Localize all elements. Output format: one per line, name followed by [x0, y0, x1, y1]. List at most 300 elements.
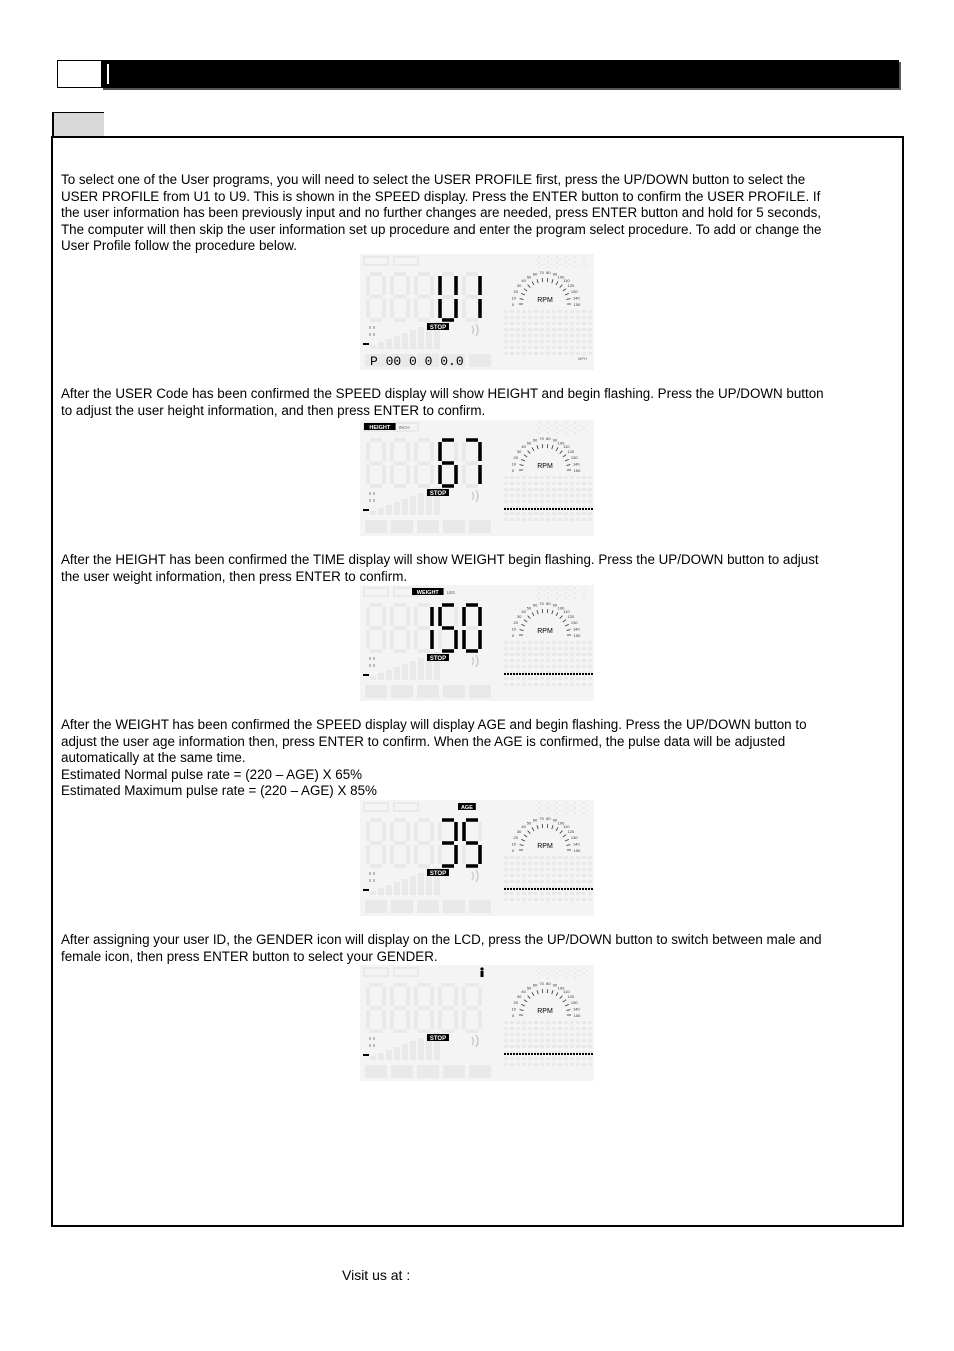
- lcd-grid-cell: [558, 683, 562, 686]
- lcd-grid-cell: [504, 488, 508, 491]
- dial-tick-label: 130: [570, 288, 578, 294]
- lcd-grid-cell: [582, 641, 586, 644]
- dial-tick-label: 90: [552, 602, 558, 608]
- lcd-dash: [558, 1053, 560, 1055]
- dial-tick-label: 140: [572, 1006, 580, 1012]
- lcd-dash: [591, 888, 593, 890]
- lcd-grid-cell: [528, 665, 532, 668]
- lcd-dash: [582, 888, 584, 890]
- lcd-grid-cell: [570, 346, 574, 349]
- lcd-grid-cell: [546, 892, 550, 895]
- lcd-ghost-field: [391, 1065, 413, 1078]
- lcd-grid-cell: [504, 1021, 508, 1024]
- dial-tick-label: 150: [573, 633, 581, 638]
- lcd-grid-cell: [546, 1033, 550, 1036]
- lcd-grid-cell: [570, 683, 574, 686]
- lcd-grid-cell: [522, 1033, 526, 1036]
- lcd-grid-cell: [504, 856, 508, 859]
- lcd-dash: [525, 888, 527, 890]
- lcd-grid-cell: [570, 322, 574, 325]
- lcd-grid-cell: [552, 647, 556, 650]
- lcd-grid-cell: [504, 512, 508, 515]
- lcd-dash: [516, 508, 518, 510]
- lcd-grid-cell: [534, 856, 538, 859]
- lcd-grid-cell: [534, 328, 538, 331]
- lcd-grid-cell: [558, 874, 562, 877]
- lcd-grid-cell: [570, 340, 574, 343]
- lcd-grid-cell: [558, 334, 562, 337]
- lcd-grid-cell: [582, 512, 586, 515]
- lcd-dash: [516, 673, 518, 675]
- lcd-grid-cell: [540, 647, 544, 650]
- lcd-grid-cell: [564, 880, 568, 883]
- lcd-grid-cell: [570, 488, 574, 491]
- lcd-grid-cell: [540, 892, 544, 895]
- lcd-ghost-field: [365, 900, 387, 913]
- lcd-grid-cell: [534, 340, 538, 343]
- lcd-dash: [546, 888, 548, 890]
- lcd-grid-cell: [522, 647, 526, 650]
- lcd-grid-cell: [540, 683, 544, 686]
- lcd-grid-cell: [558, 352, 562, 355]
- lcd-level-bar: [394, 1047, 400, 1060]
- lcd-grid-cell: [528, 352, 532, 355]
- lcd-grid-cell: [510, 677, 514, 680]
- dial-tick-label: 140: [572, 461, 580, 467]
- lcd-dash: [561, 1053, 563, 1055]
- lcd-grid-cell: [582, 334, 586, 337]
- lcd-ghost-field: [469, 520, 491, 533]
- lcd-grid-cell: [564, 310, 568, 313]
- lcd-grid-cell: [570, 500, 574, 503]
- lcd-dash: [549, 508, 551, 510]
- lcd-grid-cell: [564, 856, 568, 859]
- lcd-grid-cell: [576, 1027, 580, 1030]
- lcd-grid-cell: [510, 862, 514, 865]
- lcd-level-bar: [378, 508, 384, 515]
- lcd-grid-cell: [510, 316, 514, 319]
- lcd-grid-cell: [582, 322, 586, 325]
- lcd-ghost-field: [443, 1065, 465, 1078]
- header-left-box: [57, 60, 103, 88]
- lcd-grid-cell: [534, 665, 538, 668]
- lcd-grid-cell: [504, 316, 508, 319]
- dial-tick-label: 150: [573, 1013, 581, 1018]
- lcd-grid-cell: [516, 880, 520, 883]
- lcd-dash: [513, 1053, 515, 1055]
- lcd-grid-cell: [546, 310, 550, 313]
- lcd-grid-cell: [576, 880, 580, 883]
- lcd-grid-cell: [504, 1045, 508, 1048]
- lcd-grid-cell: [588, 1057, 592, 1060]
- lcd-grid-cell: [522, 482, 526, 485]
- lcd-grid-cell: [558, 512, 562, 515]
- lcd-level-bar: [386, 1050, 392, 1060]
- dial-tick-label: 30: [516, 449, 522, 455]
- lcd-dash: [558, 508, 560, 510]
- lcd-grid-cell: [552, 892, 556, 895]
- lcd-grid-cell: [576, 856, 580, 859]
- dial-tick-label: 50: [526, 985, 532, 991]
- lcd-level-bar: [370, 511, 376, 515]
- lcd-level-bar: [370, 1056, 376, 1060]
- lcd-grid-cell: [558, 346, 562, 349]
- lcd-grid-cell: [504, 340, 508, 343]
- lcd-grid-cell: [582, 328, 586, 331]
- lcd-grid-cell: [558, 856, 562, 859]
- lcd-grid-cell: [534, 1027, 538, 1030]
- gender-body: [481, 971, 484, 977]
- lcd-grid-cell: [570, 494, 574, 497]
- lcd-grid-cell: [510, 1063, 514, 1066]
- lcd-grid-cell: [516, 641, 520, 644]
- lcd-grid-cell: [582, 1033, 586, 1036]
- lcd-grid-cell: [588, 647, 592, 650]
- lcd-dash: [585, 888, 587, 890]
- lcd-dash: [549, 1053, 551, 1055]
- lcd-grid-cell: [588, 683, 592, 686]
- lcd-dash: [531, 508, 533, 510]
- lcd-grid-cell: [558, 880, 562, 883]
- lcd-dash: [564, 673, 566, 675]
- lcd-dash: [540, 508, 542, 510]
- dial-tick-label: 0: [511, 1013, 515, 1018]
- lcd-grid-cell: [534, 659, 538, 662]
- lcd-dash: [567, 508, 569, 510]
- lcd-grid-cell: [510, 340, 514, 343]
- lcd-grid-cell: [546, 1021, 550, 1024]
- lcd-grid-cell: [540, 476, 544, 479]
- lcd-grid-cell: [522, 1027, 526, 1030]
- lcd-grid-cell: [570, 352, 574, 355]
- lcd-grid-cell: [570, 1045, 574, 1048]
- dial-tick-label: 120: [567, 994, 575, 1000]
- dial-tick-label: 70: [539, 601, 544, 607]
- lcd-grid-cell: [540, 482, 544, 485]
- lcd-grid-cell: [534, 352, 538, 355]
- lcd-level-bar: [410, 876, 416, 895]
- lcd-grid-cell: [516, 482, 520, 485]
- lcd-dash: [525, 673, 527, 675]
- lcd-grid-cell: [540, 328, 544, 331]
- lcd-dash: [564, 1053, 566, 1055]
- lcd-grid-cell: [522, 856, 526, 859]
- lcd-dash: [519, 673, 521, 675]
- intro-paragraph: To select one of the User programs, you will need to select the USER PROFILE first, press the UP/DOWN button to select the USER PROFILE from U1 to U9. This is shown in the SPEED display. Press the ENTER button to confirm the USER PROFILE. If the user information has been previously input and no further changes are needed, press ENTER button and hold for 5 seconds, The computer will then skip the user information set up procedure and enter the program select procedure. To add or change the User Profile follow the procedure below.: [61, 172, 822, 254]
- lcd-grid-cell: [540, 856, 544, 859]
- lcd-grid-cell: [588, 665, 592, 668]
- lcd-level-bar: [418, 327, 424, 349]
- lcd-grid-cell: [546, 641, 550, 644]
- lcd-grid-cell: [552, 1039, 556, 1042]
- lcd-grid-cell: [564, 316, 568, 319]
- lcd-grid-cell: [516, 316, 520, 319]
- lcd-grid-cell: [516, 512, 520, 515]
- lcd-grid-cell: [546, 1057, 550, 1060]
- lcd-grid-cell: [576, 874, 580, 877]
- lcd-grid-cell: [558, 868, 562, 871]
- lcd-level-bar: [394, 336, 400, 349]
- lcd-grid-cell: [558, 1027, 562, 1030]
- dial-tick-label: 40: [521, 278, 526, 284]
- lcd-grid-cell: [564, 665, 568, 668]
- lcd-dash: [579, 508, 581, 510]
- lcd-grid-cell: [546, 500, 550, 503]
- lcd-dash: [588, 888, 590, 890]
- lcd-grid-cell: [582, 310, 586, 313]
- dial-tick-label: 20: [513, 834, 518, 840]
- dial-tick-label: 80: [546, 816, 551, 822]
- lcd-grid-cell: [528, 322, 532, 325]
- lcd-dash: [528, 888, 530, 890]
- lcd-grid-cell: [552, 880, 556, 883]
- rpm-label: RPM: [537, 843, 553, 850]
- lcd-grid-cell: [540, 1021, 544, 1024]
- lcd-grid-cell: [588, 1033, 592, 1036]
- lcd-ghost-field: [365, 520, 387, 533]
- dial-tick-label: 150: [573, 468, 581, 473]
- lcd-grid-cell: [540, 1039, 544, 1042]
- dial-tick-label: 80: [546, 270, 551, 276]
- lcd-grid-cell: [504, 683, 508, 686]
- lcd-grid-cell: [522, 500, 526, 503]
- lcd-grid-cell: [588, 1063, 592, 1066]
- lcd-grid-cell: [570, 310, 574, 313]
- lcd-dash: [576, 508, 578, 510]
- dial-tick-label: 20: [513, 454, 518, 460]
- lcd-grid-cell: [534, 1039, 538, 1042]
- lcd-grid-cell: [570, 677, 574, 680]
- lcd-grid-cell: [564, 328, 568, 331]
- lcd-grid-cell: [528, 334, 532, 337]
- lcd-grid-cell: [510, 683, 514, 686]
- lcd-dash: [570, 888, 572, 890]
- lcd-grid-cell: [546, 322, 550, 325]
- lcd-grid-cell: [546, 340, 550, 343]
- lcd-grid-cell: [588, 1027, 592, 1030]
- male-icon: [480, 967, 483, 977]
- lcd-grid-cell: [570, 482, 574, 485]
- header-bar: [101, 60, 899, 88]
- lcd-grid-cell: [534, 862, 538, 865]
- lcd-grid-cell: [516, 665, 520, 668]
- lcd-ghost-field: [417, 900, 439, 913]
- dial-tick-label: 30: [516, 994, 522, 1000]
- lcd-dash: [528, 673, 530, 675]
- lcd-ghost-field: [469, 900, 491, 913]
- lcd-grid-cell: [510, 334, 514, 337]
- lcd-dash: [573, 508, 575, 510]
- dial-tick-label: 110: [563, 609, 570, 615]
- lcd-grid-cell: [576, 898, 580, 901]
- lcd-grid-cell: [528, 494, 532, 497]
- lcd-grid-cell: [510, 874, 514, 877]
- lcd-grid-cell: [582, 1027, 586, 1030]
- lcd-grid-cell: [552, 1021, 556, 1024]
- weight-paragraph: After the HEIGHT has been confirmed the TIME display will show WEIGHT begin flashing. Press the UP/DOWN button to adjust the user weight information, then press ENTER to confirm.: [61, 552, 819, 584]
- lcd-grid-cell: [552, 512, 556, 515]
- lcd-grid-cell: [552, 494, 556, 497]
- lcd-dash: [576, 1053, 578, 1055]
- lcd-ghost-field: [417, 1065, 439, 1078]
- lcd-dash: [537, 673, 539, 675]
- lcd-grid-cell: [528, 346, 532, 349]
- lcd-grid-cell: [588, 653, 592, 656]
- lcd-grid-cell: [546, 1027, 550, 1030]
- lcd-dash: [534, 888, 536, 890]
- lcd-grid-cell: [588, 898, 592, 901]
- lcd-grid-cell: [588, 346, 592, 349]
- lcd-ghost-field: [469, 1065, 491, 1078]
- lcd-grid-cell: [546, 494, 550, 497]
- lcd-grid-cell: [528, 641, 532, 644]
- lcd-level-bar: [402, 499, 408, 515]
- lcd-grid-cell: [546, 352, 550, 355]
- lcd-level-bar: [370, 891, 376, 895]
- lcd-grid-cell: [522, 518, 526, 521]
- lcd-dash: [552, 888, 554, 890]
- lcd-dash: [507, 673, 509, 675]
- lcd-grid-cell: [510, 482, 514, 485]
- lcd-dash: [507, 1053, 509, 1055]
- dial-tick-label: 130: [570, 834, 578, 840]
- lcd-dash: [588, 508, 590, 510]
- lcd-grid-cell: [576, 1045, 580, 1048]
- dial-tick-label: 20: [513, 999, 518, 1005]
- lcd-dash: [579, 673, 581, 675]
- lcd-grid-cell: [510, 1021, 514, 1024]
- lcd-level-bar: [370, 676, 376, 680]
- lcd-grid-cell: [558, 898, 562, 901]
- lcd-grid-cell: [558, 862, 562, 865]
- dial-tick-label: 40: [521, 444, 526, 450]
- lcd-grid-cell: [510, 856, 514, 859]
- lcd-grid-cell: [564, 1033, 568, 1036]
- lcd-unit-label: INCH: [398, 425, 410, 430]
- lcd-grid-cell: [534, 683, 538, 686]
- lcd-grid-cell: [570, 880, 574, 883]
- lcd-grid-cell: [576, 346, 580, 349]
- lcd-grid-cell: [582, 1063, 586, 1066]
- lcd-grid-cell: [558, 328, 562, 331]
- lcd-dash: [522, 1053, 524, 1055]
- lcd-grid-cell: [558, 500, 562, 503]
- lcd-grid-cell: [588, 874, 592, 877]
- lcd-grid-cell: [516, 868, 520, 871]
- lcd-grid-cell: [504, 641, 508, 644]
- lcd-grid-cell: [546, 862, 550, 865]
- lcd-grid-cell: [528, 482, 532, 485]
- lcd-grid-cell: [534, 1045, 538, 1048]
- lcd-ghost-field: [443, 685, 465, 698]
- lcd-grid-cell: [582, 862, 586, 865]
- lcd-grid-cell: [546, 874, 550, 877]
- lcd-grid-cell: [522, 665, 526, 668]
- lcd-dash: [525, 1053, 527, 1055]
- lcd-grid-cell: [576, 653, 580, 656]
- lcd-dash: [546, 673, 548, 675]
- lcd-grid-cell: [582, 1021, 586, 1024]
- lcd-grid-cell: [522, 677, 526, 680]
- lcd-dash: [567, 673, 569, 675]
- lcd-level-bar: [386, 885, 392, 895]
- dial-tick-label: 120: [567, 614, 575, 620]
- lcd-grid-cell: [540, 653, 544, 656]
- lcd-grid-cell: [528, 892, 532, 895]
- lcd-grid-cell: [540, 340, 544, 343]
- lcd-grid-cell: [540, 518, 544, 521]
- lcd-grid-cell: [552, 659, 556, 662]
- lcd-dash: [591, 1053, 593, 1055]
- lcd-grid-cell: [540, 874, 544, 877]
- lcd-grid-cell: [540, 334, 544, 337]
- lcd-grid-cell: [534, 316, 538, 319]
- lcd-grid-cell: [552, 328, 556, 331]
- lcd-grid-cell: [570, 647, 574, 650]
- dial-tick-label: 10: [511, 461, 516, 467]
- lcd-grid-cell: [576, 1021, 580, 1024]
- lcd-grid-cell: [540, 659, 544, 662]
- lcd-badge-label: AGE: [460, 805, 473, 811]
- lcd-grid-cell: [570, 334, 574, 337]
- lcd-level-bar: [418, 873, 424, 895]
- lcd-grid-cell: [522, 340, 526, 343]
- lcd-grid-cell: [516, 856, 520, 859]
- lcd-grid-cell: [582, 500, 586, 503]
- lcd-grid-cell: [540, 316, 544, 319]
- lcd-grid-cell: [504, 1063, 508, 1066]
- lcd-dash: [552, 508, 554, 510]
- lcd-grid-cell: [582, 677, 586, 680]
- lcd-grid-cell: [588, 1045, 592, 1048]
- lcd-grid-cell: [522, 892, 526, 895]
- lcd-grid-cell: [570, 1027, 574, 1030]
- lcd-grid-cell: [576, 482, 580, 485]
- lcd-dash: [522, 508, 524, 510]
- dial-tick-label: 10: [511, 295, 516, 301]
- lcd-grid-cell: [564, 683, 568, 686]
- dial-tick-label: 20: [513, 619, 518, 625]
- lcd-level-bar: [410, 330, 416, 349]
- lcd-grid-cell: [558, 482, 562, 485]
- dial-tick-label: 150: [573, 302, 581, 307]
- dial-tick-label: 30: [516, 829, 522, 835]
- lcd-grid-cell: [582, 1045, 586, 1048]
- lcd-level-bar: [410, 661, 416, 680]
- lcd-level-bar: [418, 493, 424, 515]
- lcd-grid-cell: [540, 677, 544, 680]
- lcd-grid-cell: [504, 494, 508, 497]
- lcd-grid-cell: [510, 352, 514, 355]
- lcd-level-bar: [418, 658, 424, 680]
- lcd-grid-cell: [534, 334, 538, 337]
- lcd-grid-cell: [534, 1021, 538, 1024]
- lcd-grid-cell: [540, 665, 544, 668]
- lcd-grid-cell: [516, 352, 520, 355]
- lcd-dash: [510, 673, 512, 675]
- lcd-grid-cell: [570, 1057, 574, 1060]
- dial-tick-label: 100: [557, 274, 565, 280]
- lcd-grid-cell: [516, 1063, 520, 1066]
- lcd-grid-cell: [570, 316, 574, 319]
- lcd-level-bar: [394, 667, 400, 680]
- lcd-grid-cell: [588, 518, 592, 521]
- lcd-dash: [531, 673, 533, 675]
- lcd-dash: [588, 673, 590, 675]
- lcd-grid-cell: [582, 856, 586, 859]
- lcd-dash: [552, 1053, 554, 1055]
- lcd-grid-cell: [552, 641, 556, 644]
